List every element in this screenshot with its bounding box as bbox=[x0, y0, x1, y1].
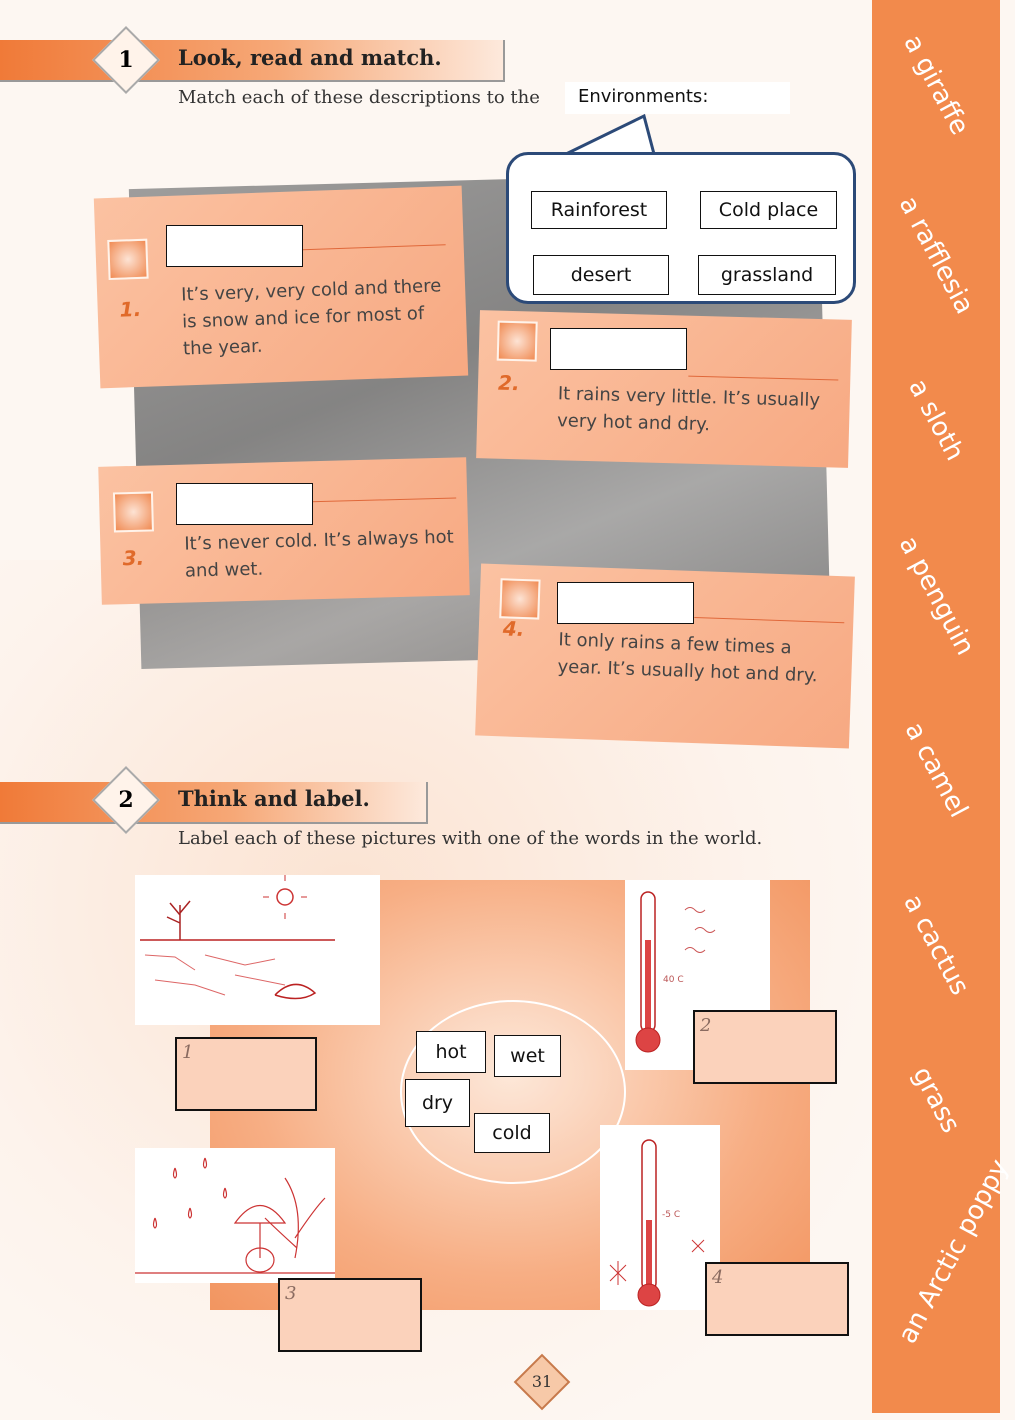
card-divider bbox=[694, 617, 844, 623]
dry-land-picture bbox=[135, 875, 380, 1025]
card-checkbox[interactable] bbox=[113, 491, 154, 532]
picture-label-box-4[interactable]: 4 bbox=[705, 1262, 849, 1336]
temperature-label: -5 C bbox=[662, 1210, 681, 1220]
environment-chip[interactable]: grassland bbox=[698, 255, 836, 295]
picture-label-box-1[interactable]: 1 bbox=[175, 1037, 317, 1111]
environment-chip[interactable]: Rainforest bbox=[531, 191, 667, 229]
card-text: It rains very little. It’s usually very hot and dry. bbox=[556, 383, 821, 436]
card-checkbox[interactable] bbox=[499, 578, 540, 619]
sidebar-word: a cactus bbox=[897, 889, 975, 1001]
sidebar-word: a sloth bbox=[902, 374, 970, 466]
cold-thermometer-drawing bbox=[600, 1125, 720, 1310]
dry-land-drawing bbox=[135, 875, 380, 1025]
card-checkbox[interactable] bbox=[497, 321, 538, 362]
sidebar-word: a camel bbox=[898, 717, 974, 823]
answer-box-3[interactable] bbox=[176, 483, 313, 525]
card-number: 3. bbox=[122, 545, 145, 571]
sidebar-word: an Arctic poppy bbox=[892, 1154, 1015, 1349]
section-1-title: Look, read and match. bbox=[178, 45, 442, 70]
section-1-number-badge: 1 bbox=[92, 26, 160, 94]
sidebar-word: a giraffe bbox=[897, 30, 975, 140]
cold-thermometer-picture bbox=[600, 1125, 720, 1310]
rainy-picture bbox=[135, 1148, 335, 1283]
card-divider bbox=[296, 244, 446, 250]
answer-box-4[interactable] bbox=[557, 582, 694, 624]
environment-chip[interactable]: Cold place bbox=[700, 191, 837, 229]
word-chip-cold[interactable]: cold bbox=[474, 1113, 550, 1153]
section-2-number-badge: 2 bbox=[92, 766, 160, 834]
rainy-drawing bbox=[135, 1148, 335, 1283]
card-divider bbox=[688, 376, 838, 381]
picture-label-box-3[interactable]: 3 bbox=[278, 1278, 422, 1352]
picture-label-box-2[interactable]: 2 bbox=[693, 1010, 837, 1084]
answer-box-2[interactable] bbox=[550, 328, 687, 370]
card-text: It only rains a few times a year. It’s usually hot and dry. bbox=[557, 629, 818, 687]
temperature-label: 40 C bbox=[663, 975, 684, 985]
page-number-badge: 31 bbox=[514, 1354, 571, 1411]
section-2-instruction: Label each of these pictures with one of the words in the world. bbox=[178, 828, 763, 849]
environments-label: Environments: bbox=[565, 82, 790, 114]
word-chip-dry[interactable]: dry bbox=[405, 1079, 470, 1127]
word-chip-wet[interactable]: wet bbox=[494, 1035, 561, 1077]
card-number: 1. bbox=[119, 296, 142, 322]
section-2-title: Think and label. bbox=[178, 786, 370, 811]
card-number: 2. bbox=[497, 370, 520, 396]
section-1-instruction: Match each of these descriptions to the bbox=[178, 87, 540, 108]
answer-box-1[interactable] bbox=[166, 225, 303, 267]
sidebar-word: a rafflesia bbox=[892, 191, 980, 320]
word-chip-hot[interactable]: hot bbox=[416, 1031, 486, 1073]
card-divider bbox=[311, 497, 456, 502]
sidebar-word-strip bbox=[872, 0, 1015, 1413]
card-text: It’s very, very cold and there is snow and ice for most of the year. bbox=[180, 275, 442, 360]
sidebar-word: a penguin bbox=[892, 531, 981, 661]
description-card-1 bbox=[94, 186, 468, 389]
card-number: 4. bbox=[502, 616, 525, 642]
card-checkbox[interactable] bbox=[107, 239, 148, 280]
sidebar-word: grass bbox=[906, 1061, 966, 1139]
environment-chip[interactable]: desert bbox=[533, 255, 669, 295]
environments-bubble bbox=[506, 152, 856, 304]
description-card-3 bbox=[98, 457, 469, 605]
card-text: It’s never cold. It’s always hot and wet. bbox=[184, 526, 454, 582]
